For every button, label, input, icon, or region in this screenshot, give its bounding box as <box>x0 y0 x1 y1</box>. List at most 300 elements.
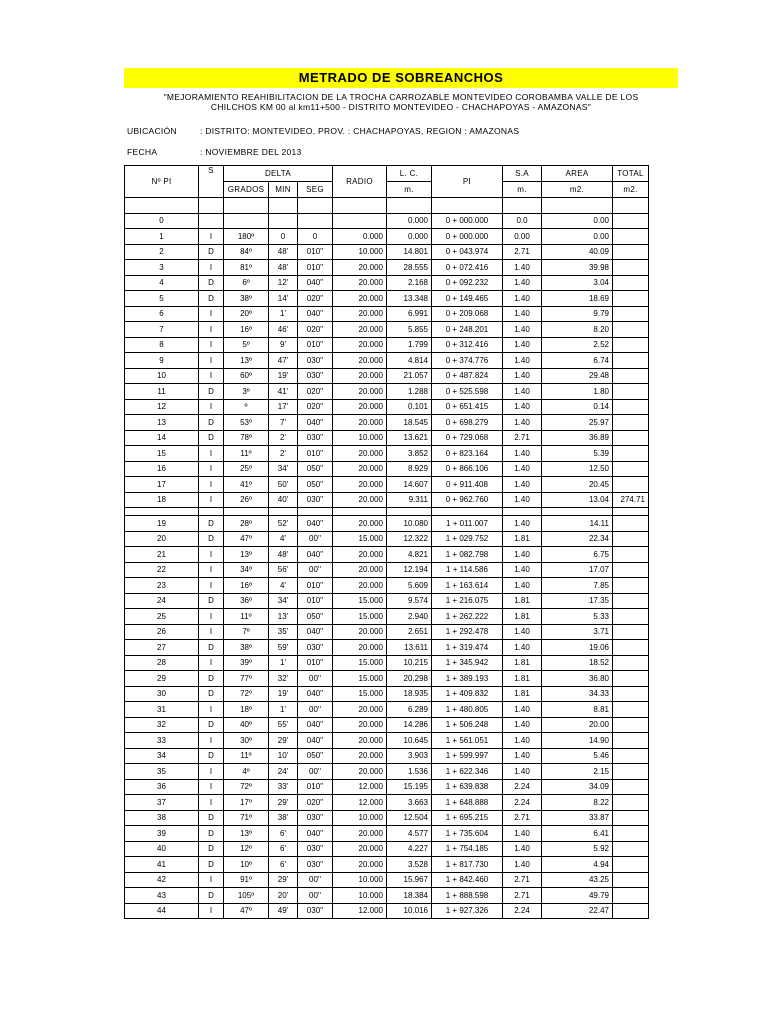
cell-total <box>613 609 649 625</box>
table-row <box>125 655 649 671</box>
cell-min: 59' <box>269 640 298 656</box>
cell-sa: 2.24 <box>503 903 542 919</box>
cell-grados: 40º <box>224 717 269 733</box>
cell-seg: 020'' <box>298 291 333 307</box>
cell-min: 48' <box>269 260 298 276</box>
cell-s: I <box>199 609 224 625</box>
cell-min <box>269 198 298 214</box>
cell-s: D <box>199 430 224 446</box>
cell-s: I <box>199 578 224 594</box>
cell-s <box>199 508 224 516</box>
cell-grados: 77º <box>224 671 269 687</box>
fecha-value: : NOVIEMBRE DEL 2013 <box>200 147 302 157</box>
cell-min: 1' <box>269 702 298 718</box>
cell-radio: 0.000 <box>333 229 387 245</box>
cell-radio: 10.000 <box>333 430 387 446</box>
cell-s: I <box>199 779 224 795</box>
cell-npi: 29 <box>125 671 199 687</box>
cell-seg: 040'' <box>298 624 333 640</box>
cell-s: I <box>199 872 224 888</box>
cell-lc: 2.940 <box>387 609 432 625</box>
cell-lc: 3.852 <box>387 446 432 462</box>
cell-npi: 22 <box>125 562 199 578</box>
cell-pi: 0 + 962.760 <box>432 492 503 508</box>
cell-radio <box>333 198 387 214</box>
cell-npi: 11 <box>125 384 199 400</box>
cell-min: 4' <box>269 578 298 594</box>
cell-area: 19.06 <box>542 640 613 656</box>
cell-total <box>613 291 649 307</box>
cell-s: D <box>199 244 224 260</box>
cell-sa: 1.40 <box>503 764 542 780</box>
table-row <box>125 368 649 384</box>
cell-npi <box>125 198 199 214</box>
cell-radio: 10.000 <box>333 872 387 888</box>
cell-seg: 010'' <box>298 593 333 609</box>
cell-sa: 1.81 <box>503 609 542 625</box>
cell-npi: 23 <box>125 578 199 594</box>
cell-min: 19' <box>269 368 298 384</box>
cell-pi: 1 + 695.215 <box>432 810 503 826</box>
cell-area: 18.52 <box>542 655 613 671</box>
cell-npi: 4 <box>125 275 199 291</box>
ubicacion-label: UBICACIÓN <box>127 126 177 136</box>
cell-seg: 010'' <box>298 260 333 276</box>
cell-seg: 040'' <box>298 275 333 291</box>
cell-pi: 1 + 029.752 <box>432 531 503 547</box>
cell-total <box>613 748 649 764</box>
cell-area: 6.75 <box>542 547 613 563</box>
cell-area: 39.98 <box>542 260 613 276</box>
cell-min: 6' <box>269 857 298 873</box>
cell-pi: 0 + 374.776 <box>432 353 503 369</box>
cell-seg: 050'' <box>298 748 333 764</box>
cell-pi <box>432 508 503 516</box>
table-row <box>125 826 649 842</box>
table-row <box>125 492 649 508</box>
cell-area: 36.80 <box>542 671 613 687</box>
cell-radio: 20.000 <box>333 337 387 353</box>
cell-area: 36.89 <box>542 430 613 446</box>
cell-seg: 020'' <box>298 322 333 338</box>
cell-npi: 18 <box>125 492 199 508</box>
cell-npi: 7 <box>125 322 199 338</box>
cell-min: 35' <box>269 624 298 640</box>
cell-total <box>613 655 649 671</box>
cell-radio: 15.000 <box>333 671 387 687</box>
cell-sa: 1.40 <box>503 748 542 764</box>
cell-s: I <box>199 368 224 384</box>
cell-npi: 37 <box>125 795 199 811</box>
cell-pi: 1 + 292.478 <box>432 624 503 640</box>
table-row <box>125 609 649 625</box>
cell-sa: 1.81 <box>503 671 542 687</box>
cell-pi: 0 + 698.279 <box>432 415 503 431</box>
cell-min: 49' <box>269 903 298 919</box>
cell-pi: 1 + 817.730 <box>432 857 503 873</box>
cell-total <box>613 779 649 795</box>
cell-seg: 010'' <box>298 446 333 462</box>
cell-sa: 1.40 <box>503 841 542 857</box>
cell-min: 55' <box>269 717 298 733</box>
cell-sa: 1.81 <box>503 686 542 702</box>
cell-area: 43.25 <box>542 872 613 888</box>
table-row <box>125 461 649 477</box>
table-row <box>125 624 649 640</box>
cell-sa: 1.40 <box>503 260 542 276</box>
cell-npi: 34 <box>125 748 199 764</box>
table-row <box>125 516 649 532</box>
cell-npi: 27 <box>125 640 199 656</box>
table-row <box>125 291 649 307</box>
cell-grados: 72º <box>224 779 269 795</box>
ubicacion-value: : DISTRITO: MONTEVIDEO, PROV. : CHACHAPOYAS, REGION : AMAZONAS <box>200 126 520 136</box>
cell-min <box>269 213 298 229</box>
cell-radio: 20.000 <box>333 275 387 291</box>
cell-sa: 1.40 <box>503 578 542 594</box>
cell-seg: 030'' <box>298 841 333 857</box>
table-row <box>125 531 649 547</box>
table-row-spacer <box>125 508 649 516</box>
cell-area: 2.52 <box>542 337 613 353</box>
fecha-row <box>127 147 302 157</box>
cell-npi: 28 <box>125 655 199 671</box>
cell-radio: 15.000 <box>333 686 387 702</box>
cell-min: 17' <box>269 399 298 415</box>
cell-pi: 1 + 114.586 <box>432 562 503 578</box>
cell-radio: 20.000 <box>333 826 387 842</box>
table-row <box>125 260 649 276</box>
cell-npi: 13 <box>125 415 199 431</box>
cell-pi: 1 + 639.838 <box>432 779 503 795</box>
cell-min: 34' <box>269 593 298 609</box>
cell-min: 9' <box>269 337 298 353</box>
cell-min: 33' <box>269 779 298 795</box>
cell-grados: 20º <box>224 306 269 322</box>
cell-lc: 14.801 <box>387 244 432 260</box>
cell-radio: 20.000 <box>333 477 387 493</box>
cell-min: 10' <box>269 748 298 764</box>
cell-radio: 15.000 <box>333 593 387 609</box>
cell-grados: 71º <box>224 810 269 826</box>
cell-radio: 20.000 <box>333 702 387 718</box>
cell-sa: 1.40 <box>503 446 542 462</box>
table-row <box>125 810 649 826</box>
cell-area: 5.39 <box>542 446 613 462</box>
cell-total <box>613 430 649 446</box>
cell-pi: 0 + 000.000 <box>432 213 503 229</box>
cell-grados: 39º <box>224 655 269 671</box>
cell-lc: 1.799 <box>387 337 432 353</box>
cell-area: 40.09 <box>542 244 613 260</box>
cell-s: I <box>199 547 224 563</box>
cell-pi: 1 + 888.598 <box>432 888 503 904</box>
cell-pi: 0 + 487.824 <box>432 368 503 384</box>
cell-lc: 12.194 <box>387 562 432 578</box>
cell-npi: 33 <box>125 733 199 749</box>
cell-min: 1' <box>269 306 298 322</box>
table-row <box>125 337 649 353</box>
cell-s: I <box>199 702 224 718</box>
cell-grados: 53º <box>224 415 269 431</box>
cell-total <box>613 477 649 493</box>
cell-grados <box>224 198 269 214</box>
cell-grados: 72º <box>224 686 269 702</box>
cell-sa: 1.40 <box>503 306 542 322</box>
cell-area: 0.00 <box>542 229 613 245</box>
cell-npi: 35 <box>125 764 199 780</box>
cell-radio: 15.000 <box>333 655 387 671</box>
cell-sa: 0.00 <box>503 229 542 245</box>
cell-area <box>542 508 613 516</box>
cell-min: 13' <box>269 609 298 625</box>
table-row <box>125 446 649 462</box>
table-row <box>125 857 649 873</box>
cell-seg <box>298 198 333 214</box>
header-seg: SEG <box>298 182 333 198</box>
table-row <box>125 562 649 578</box>
cell-seg: 040'' <box>298 516 333 532</box>
cell-sa: 1.40 <box>503 353 542 369</box>
cell-min: 6' <box>269 841 298 857</box>
cell-lc: 15.967 <box>387 872 432 888</box>
cell-grados: 6º <box>224 275 269 291</box>
cell-grados: 3º <box>224 384 269 400</box>
cell-min: 32' <box>269 671 298 687</box>
cell-lc: 0.101 <box>387 399 432 415</box>
cell-total <box>613 640 649 656</box>
cell-lc: 3.903 <box>387 748 432 764</box>
cell-lc: 10.215 <box>387 655 432 671</box>
cell-s: I <box>199 733 224 749</box>
cell-npi: 1 <box>125 229 199 245</box>
cell-seg: 010'' <box>298 578 333 594</box>
cell-lc: 0.000 <box>387 229 432 245</box>
cell-grados <box>224 508 269 516</box>
table-row <box>125 384 649 400</box>
cell-seg: 00'' <box>298 872 333 888</box>
cell-sa: 0.0 <box>503 213 542 229</box>
cell-total: 274.71 <box>613 492 649 508</box>
cell-grados: 38º <box>224 291 269 307</box>
cell-npi: 2 <box>125 244 199 260</box>
cell-s: D <box>199 275 224 291</box>
cell-s: I <box>199 306 224 322</box>
cell-radio: 20.000 <box>333 640 387 656</box>
cell-grados: 12º <box>224 841 269 857</box>
cell-grados: 47º <box>224 903 269 919</box>
cell-npi: 14 <box>125 430 199 446</box>
cell-npi: 16 <box>125 461 199 477</box>
cell-pi: 0 + 312.416 <box>432 337 503 353</box>
cell-lc: 3.663 <box>387 795 432 811</box>
cell-npi: 39 <box>125 826 199 842</box>
cell-sa: 1.40 <box>503 322 542 338</box>
cell-pi: 1 + 262.222 <box>432 609 503 625</box>
cell-lc: 4.814 <box>387 353 432 369</box>
cell-radio: 20.000 <box>333 384 387 400</box>
cell-grados: 11º <box>224 609 269 625</box>
cell-grados: 7º <box>224 624 269 640</box>
cell-grados: º <box>224 399 269 415</box>
cell-s: I <box>199 353 224 369</box>
cell-total <box>613 624 649 640</box>
table-row <box>125 795 649 811</box>
cell-sa: 1.40 <box>503 624 542 640</box>
cell-total <box>613 593 649 609</box>
cell-s: D <box>199 826 224 842</box>
cell-lc <box>387 198 432 214</box>
cell-min: 2' <box>269 446 298 462</box>
cell-npi: 41 <box>125 857 199 873</box>
cell-seg: 040'' <box>298 547 333 563</box>
cell-pi: 0 + 209.068 <box>432 306 503 322</box>
cell-min <box>269 508 298 516</box>
cell-area: 12.50 <box>542 461 613 477</box>
cell-area: 4.94 <box>542 857 613 873</box>
header-npi: Nº PI <box>125 166 199 198</box>
cell-total <box>613 578 649 594</box>
table-row <box>125 888 649 904</box>
cell-area: 20.00 <box>542 717 613 733</box>
table-row <box>125 353 649 369</box>
cell-npi: 8 <box>125 337 199 353</box>
cell-area: 1.80 <box>542 384 613 400</box>
cell-seg: 00'' <box>298 888 333 904</box>
cell-sa: 1.40 <box>503 733 542 749</box>
table-row <box>125 399 649 415</box>
cell-pi: 0 + 729.068 <box>432 430 503 446</box>
cell-radio: 20.000 <box>333 764 387 780</box>
cell-min: 4' <box>269 531 298 547</box>
table-row <box>125 903 649 919</box>
cell-total <box>613 508 649 516</box>
cell-s: D <box>199 671 224 687</box>
cell-seg <box>298 508 333 516</box>
cell-area: 3.71 <box>542 624 613 640</box>
header-area-unit: m2. <box>542 182 613 198</box>
subtitle-line-2: CHILCHOS KM 00 al km11+500 - DISTRITO MONTEVIDEO - CHACHAPOYAS - AMAZONAS" <box>210 102 592 112</box>
cell-sa: 1.40 <box>503 640 542 656</box>
cell-lc: 4.821 <box>387 547 432 563</box>
cell-min: 38' <box>269 810 298 826</box>
cell-s: I <box>199 562 224 578</box>
cell-radio: 20.000 <box>333 748 387 764</box>
cell-pi: 1 + 927.326 <box>432 903 503 919</box>
cell-grados: 84º <box>224 244 269 260</box>
header-grados: GRADOS <box>224 182 269 198</box>
cell-lc: 9.574 <box>387 593 432 609</box>
cell-sa <box>503 198 542 214</box>
cell-total <box>613 198 649 214</box>
cell-lc: 13.621 <box>387 430 432 446</box>
cell-npi: 17 <box>125 477 199 493</box>
table-row <box>125 430 649 446</box>
cell-s: I <box>199 260 224 276</box>
table-row <box>125 733 649 749</box>
cell-min: 7' <box>269 415 298 431</box>
cell-lc: 18.545 <box>387 415 432 431</box>
cell-seg: 020'' <box>298 795 333 811</box>
cell-npi: 31 <box>125 702 199 718</box>
cell-area: 5.33 <box>542 609 613 625</box>
cell-sa: 1.40 <box>503 547 542 563</box>
cell-seg: 030'' <box>298 368 333 384</box>
cell-sa: 2.71 <box>503 244 542 260</box>
table-row <box>125 717 649 733</box>
table-row <box>125 764 649 780</box>
cell-total <box>613 702 649 718</box>
cell-total <box>613 353 649 369</box>
cell-grados <box>224 213 269 229</box>
cell-pi: 0 + 043.974 <box>432 244 503 260</box>
cell-min: 20' <box>269 888 298 904</box>
cell-min: 2' <box>269 430 298 446</box>
cell-seg: 00'' <box>298 702 333 718</box>
table-row-blank <box>125 198 649 214</box>
cell-pi: 0 + 651.415 <box>432 399 503 415</box>
table-row <box>125 779 649 795</box>
cell-s: I <box>199 655 224 671</box>
cell-area: 5.92 <box>542 841 613 857</box>
cell-seg: 030'' <box>298 857 333 873</box>
cell-area: 3.04 <box>542 275 613 291</box>
cell-lc: 10.080 <box>387 516 432 532</box>
header-area: AREA <box>542 166 613 182</box>
table-row <box>125 872 649 888</box>
cell-s: I <box>199 337 224 353</box>
cell-sa: 1.40 <box>503 702 542 718</box>
cell-lc: 8.929 <box>387 461 432 477</box>
cell-grados: 18º <box>224 702 269 718</box>
cell-area: 14.90 <box>542 733 613 749</box>
cell-npi: 9 <box>125 353 199 369</box>
cell-area: 6.41 <box>542 826 613 842</box>
cell-total <box>613 547 649 563</box>
cell-sa: 1.40 <box>503 492 542 508</box>
cell-area: 22.47 <box>542 903 613 919</box>
cell-radio <box>333 213 387 229</box>
header-delta: DELTA <box>224 166 333 182</box>
cell-pi: 1 + 011.007 <box>432 516 503 532</box>
cell-total <box>613 717 649 733</box>
header-s: S <box>199 166 224 198</box>
cell-grados: 28º <box>224 516 269 532</box>
cell-s: D <box>199 415 224 431</box>
cell-npi: 38 <box>125 810 199 826</box>
cell-radio: 20.000 <box>333 733 387 749</box>
cell-radio: 12.000 <box>333 795 387 811</box>
cell-sa: 2.71 <box>503 430 542 446</box>
cell-seg: 050'' <box>298 461 333 477</box>
cell-s: I <box>199 764 224 780</box>
cell-seg: 010'' <box>298 337 333 353</box>
cell-npi: 24 <box>125 593 199 609</box>
cell-sa: 2.24 <box>503 795 542 811</box>
cell-grados: 91º <box>224 872 269 888</box>
cell-lc: 4.227 <box>387 841 432 857</box>
cell-min: 24' <box>269 764 298 780</box>
cell-grados: 10º <box>224 857 269 873</box>
cell-seg: 00'' <box>298 764 333 780</box>
cell-grados: 13º <box>224 353 269 369</box>
cell-area: 7.85 <box>542 578 613 594</box>
cell-radio: 20.000 <box>333 291 387 307</box>
table-body <box>125 198 649 919</box>
sobreanchos-table <box>124 165 649 919</box>
cell-s: I <box>199 903 224 919</box>
cell-total <box>613 415 649 431</box>
